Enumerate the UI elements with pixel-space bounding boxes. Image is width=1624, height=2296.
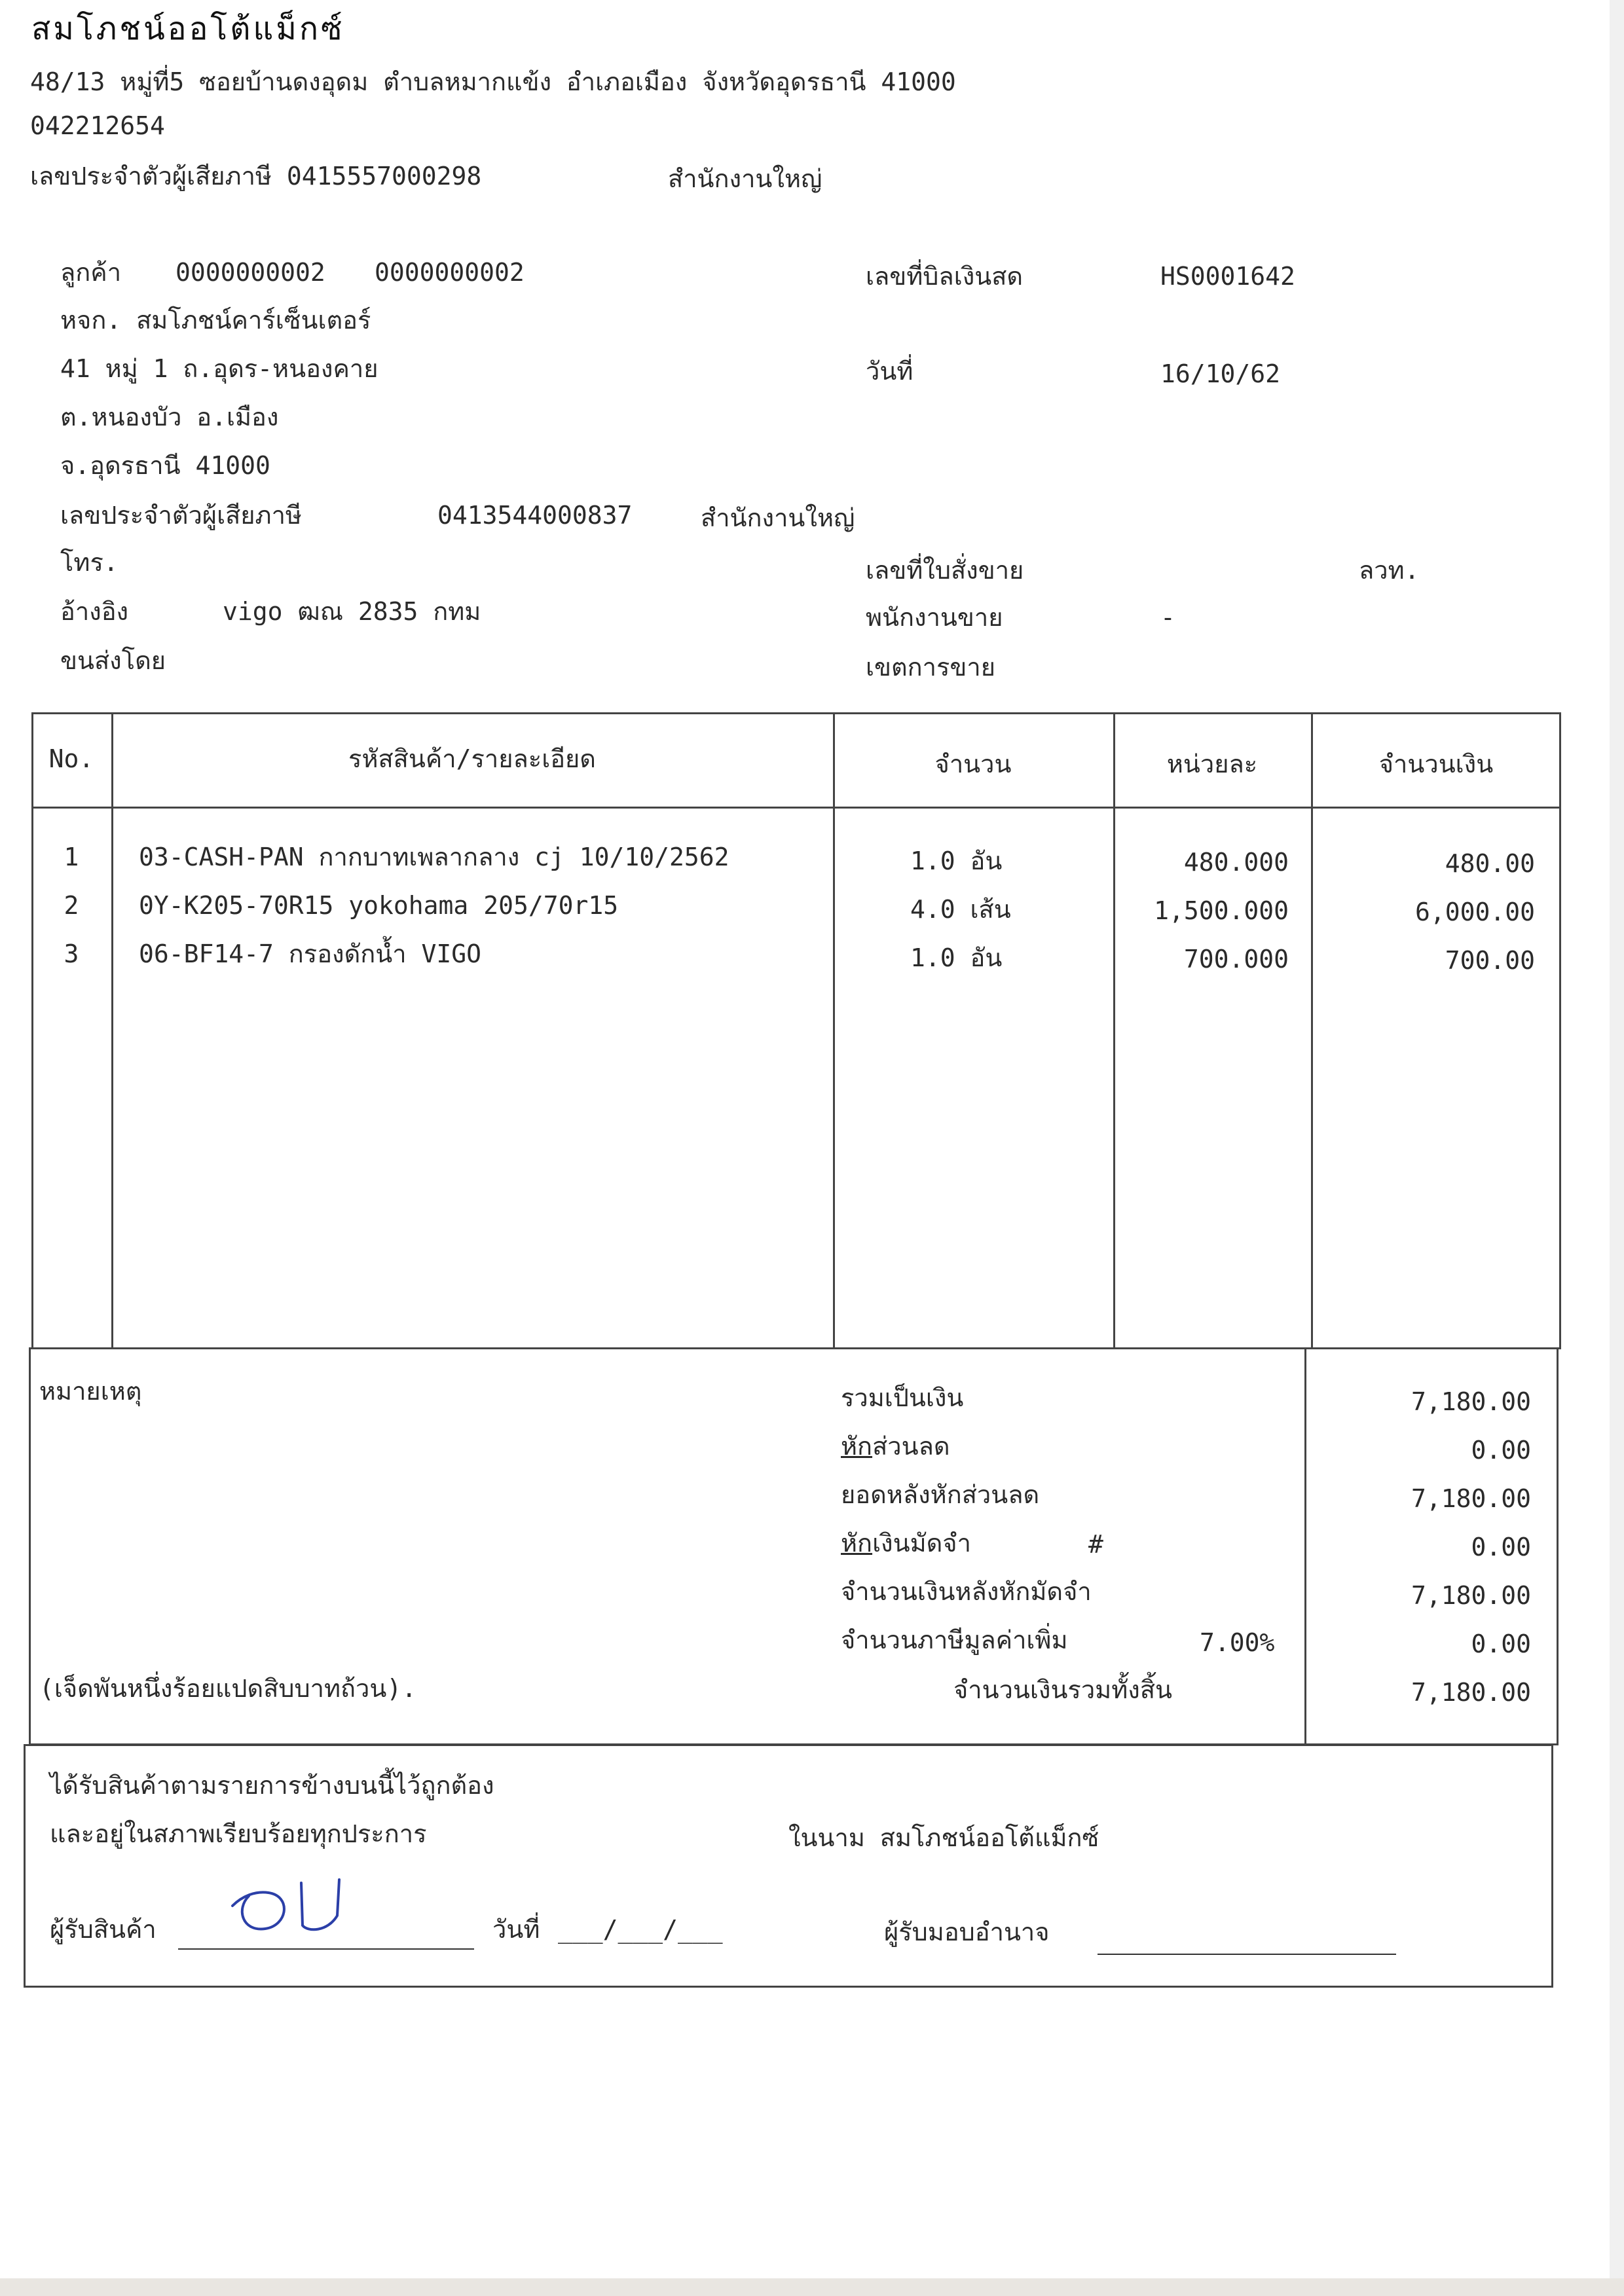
column-divider xyxy=(1113,712,1115,1349)
salesperson-label: พนักงานขาย xyxy=(866,603,1003,632)
grand-total-value: 7,180.00 xyxy=(1411,1678,1531,1707)
bill-number: HS0001642 xyxy=(1160,262,1295,291)
company-name: สมโภชน์ออโต้แม็กซ์ xyxy=(31,10,345,47)
sales-order-number: ลวท. xyxy=(1359,556,1420,585)
discount-label-prefix: หัก xyxy=(841,1432,873,1461)
authorized-label: ผู้รับมอบอำนาจ xyxy=(884,1918,1050,1946)
customer-code-1: 0000000002 xyxy=(175,258,325,287)
shipping-label: ขนส่งโดย xyxy=(60,646,166,675)
after-discount-value: 7,180.00 xyxy=(1411,1484,1531,1513)
authorized-signature-line xyxy=(1098,1954,1396,1955)
row-3-item: 06-BF14-7 กรองดักน้ำ VIGO xyxy=(139,939,481,968)
header-item: รหัสสินค้า/รายละเอียด xyxy=(348,744,596,773)
bill-number-label: เลขที่บิลเงินสด xyxy=(866,262,1024,291)
reference-label: อ้างอิง xyxy=(60,597,129,626)
row-1-no: 1 xyxy=(64,843,79,871)
customer-tax-label: เลขประจำตัวผู้เสียภาษี xyxy=(60,501,302,530)
header-unit-price: หน่วยละ xyxy=(1166,750,1258,778)
scan-edge xyxy=(1610,0,1624,2296)
row-2-qty: 4.0 เส้น xyxy=(910,895,1011,924)
deposit-label-prefix: หัก xyxy=(841,1529,873,1558)
row-1-qty: 1.0 อัน xyxy=(910,847,1003,875)
vat-value: 0.00 xyxy=(1471,1630,1531,1658)
subtotal-value: 7,180.00 xyxy=(1411,1387,1531,1416)
receiver-signature xyxy=(229,1870,360,1942)
vat-rate: 7.00% xyxy=(1200,1628,1275,1657)
row-2-no: 2 xyxy=(64,891,79,920)
scan-bottom-edge xyxy=(0,2278,1624,2296)
sales-order-label: เลขที่ใบสั่งขาย xyxy=(866,556,1024,585)
after-discount-label: ยอดหลังหักส่วนลด xyxy=(841,1480,1040,1509)
row-3-qty: 1.0 อัน xyxy=(910,943,1003,972)
grand-total-label: จำนวนเงินรวมทั้งสิ้น xyxy=(953,1675,1172,1704)
on-behalf-of: ในนาม สมโภชน์ออโต้แม็กซ์ xyxy=(788,1823,1099,1852)
customer-address-3: จ.อุดรธานี 41000 xyxy=(60,451,270,480)
row-3-unit-price: 700.000 xyxy=(1183,945,1289,974)
deposit-label xyxy=(841,1531,971,1556)
reference-value: vigo ฒณ 2835 กทม xyxy=(223,597,481,626)
customer-branch: สำนักงานใหญ่ xyxy=(701,503,855,532)
customer-code-2: 0000000002 xyxy=(375,258,525,287)
company-address: 48/13 หมู่ที่5 ซอยบ้านดงอุดม ตำบลหมากแข้ง อำเภอเมือง จังหวัดอุดรธานี 41000 xyxy=(30,67,956,96)
company-tax-id: เลขประจำตัวผู้เสียภาษี 0415557000298 xyxy=(30,162,482,191)
customer-label: ลูกค้า xyxy=(60,258,122,287)
company-phone: 042212654 xyxy=(30,111,165,140)
discount-value: 0.00 xyxy=(1471,1436,1531,1465)
received-line-1: ได้รับสินค้าตามรายการข้างบนนี้ไว้ถูกต้อง xyxy=(50,1771,494,1800)
row-2-unit-price: 1,500.000 xyxy=(1154,896,1289,925)
sales-area-label: เขตการขาย xyxy=(866,653,995,682)
discount-label xyxy=(841,1434,950,1459)
customer-name: หจก. สมโภชน์คาร์เซ็นเตอร์ xyxy=(60,306,371,335)
receive-date-blank: ___/___/___ xyxy=(558,1915,723,1944)
salesperson-value: - xyxy=(1160,603,1175,632)
customer-address-2: ต.หนองบัว อ.เมือง xyxy=(60,403,279,431)
column-divider xyxy=(111,712,113,1349)
column-divider xyxy=(1311,712,1313,1349)
date-label: วันที่ xyxy=(866,357,913,386)
header-quantity: จำนวน xyxy=(934,750,1012,778)
row-1-item: 03-CASH-PAN กากบาทเพลากลาง cj 10/10/2562 xyxy=(139,843,729,871)
company-branch: สำนักงานใหญ่ xyxy=(668,164,822,193)
row-1-unit-price: 480.000 xyxy=(1183,848,1289,877)
customer-phone-label: โทร. xyxy=(60,548,119,577)
row-2-amount: 6,000.00 xyxy=(1414,898,1535,926)
header-amount: จำนวนเงิน xyxy=(1378,750,1494,778)
row-2-item: 0Y-K205-70R15 yokohama 205/70r15 xyxy=(139,891,619,920)
customer-address-1: 41 หมู่ 1 ถ.อุดร-หนองคาย xyxy=(60,354,378,383)
discount-label-rest: ส่วนลด xyxy=(872,1432,950,1461)
row-1-amount: 480.00 xyxy=(1445,849,1535,878)
column-divider xyxy=(833,712,835,1349)
receiver-signature-line xyxy=(178,1948,474,1950)
received-line-2: และอยู่ในสภาพเรียบร้อยทุกประการ xyxy=(50,1819,427,1848)
header-no: No. xyxy=(48,744,94,773)
row-3-no: 3 xyxy=(64,939,79,968)
receiver-label: ผู้รับสินค้า xyxy=(50,1915,157,1944)
deposit-hash: # xyxy=(1088,1530,1103,1559)
subtotal-label: รวมเป็นเงิน xyxy=(841,1383,964,1412)
invoice-date: 16/10/62 xyxy=(1160,359,1281,388)
table-header-divider xyxy=(31,807,1561,809)
receive-date-label: วันที่ xyxy=(492,1915,540,1944)
amount-in-words: (เจ็ดพันหนึ่งร้อยแปดสิบบาทถ้วน). xyxy=(39,1674,417,1703)
deposit-value: 0.00 xyxy=(1471,1533,1531,1561)
customer-tax-id: 0413544000837 xyxy=(437,501,633,530)
row-3-amount: 700.00 xyxy=(1445,946,1535,975)
after-deposit-label: จำนวนเงินหลังหักมัดจำ xyxy=(841,1577,1092,1606)
deposit-label-rest: เงินมัดจำ xyxy=(872,1529,971,1558)
after-deposit-value: 7,180.00 xyxy=(1411,1581,1531,1610)
vat-label: จำนวนภาษีมูลค่าเพิ่ม xyxy=(841,1626,1068,1654)
remark-label: หมายเหตุ xyxy=(39,1377,142,1406)
